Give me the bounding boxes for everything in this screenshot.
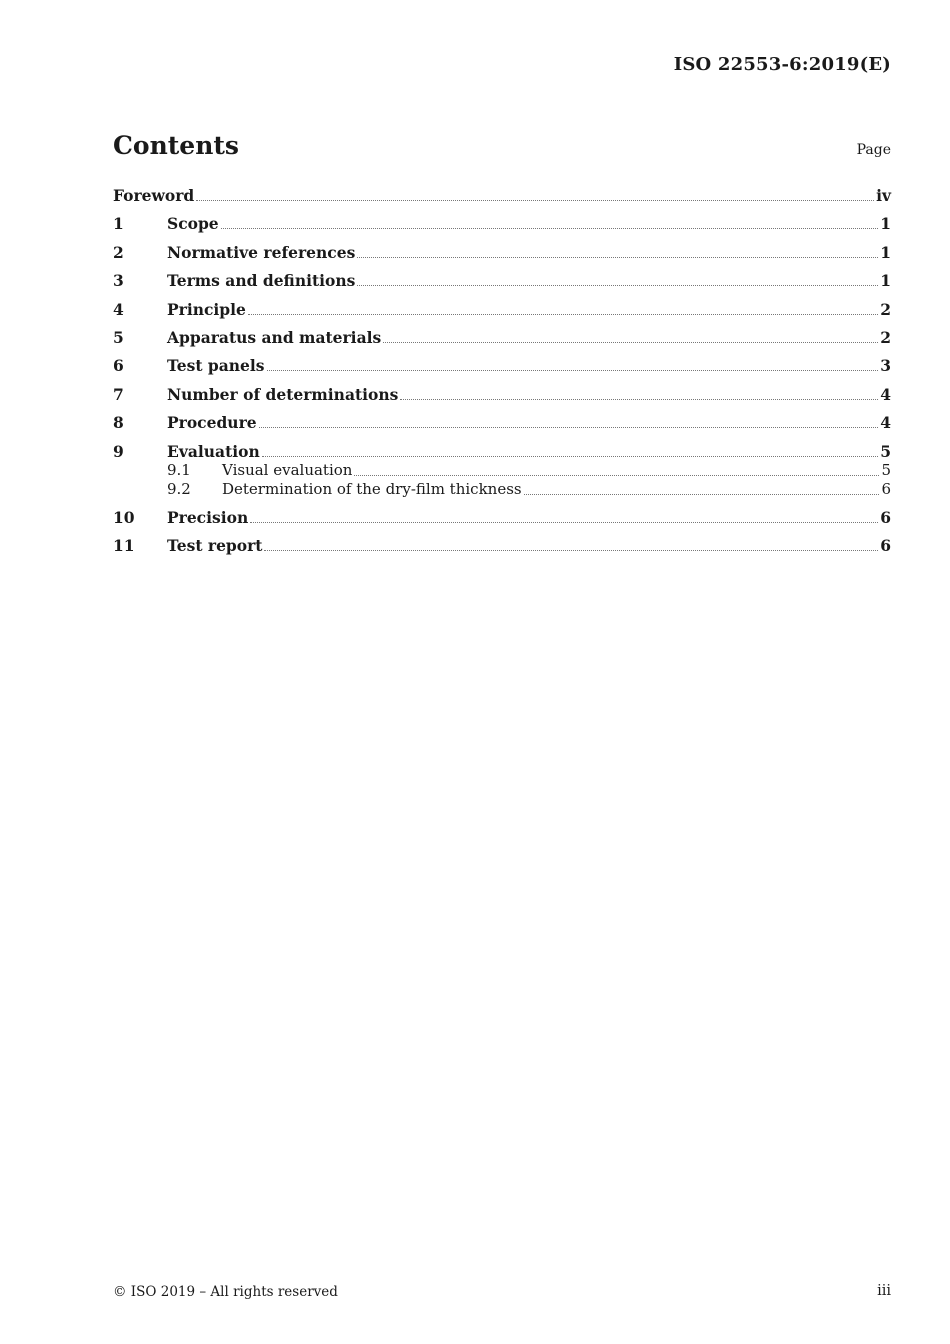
toc-entry-title: Normative references	[167, 242, 356, 262]
toc-entry-page: 6	[880, 507, 891, 527]
toc-entry-number: 11	[113, 536, 135, 556]
copyright-notice: © ISO 2019 – All rights reserved	[113, 1284, 338, 1300]
toc-entry-title: Test report	[167, 536, 263, 556]
dot-leader	[357, 284, 878, 286]
dot-leader	[524, 493, 880, 495]
table-of-contents	[113, 186, 891, 565]
toc-entry-page: 4	[880, 384, 891, 404]
toc-entry-title: Terms and definitions	[167, 271, 356, 291]
document-id: ISO 22553-6:2019(E)	[673, 54, 891, 75]
page-number: iii	[877, 1283, 891, 1299]
page-column-label: Page	[856, 142, 891, 158]
toc-entry-number: 7	[113, 384, 124, 404]
dot-leader	[262, 455, 878, 457]
dot-leader	[267, 369, 879, 371]
toc-entry-page: 2	[880, 327, 891, 347]
toc-entry-title: Scope	[167, 214, 219, 234]
dot-leader	[196, 199, 874, 201]
toc-entry-page: iv	[876, 186, 891, 205]
toc-entry-number: 1	[113, 214, 124, 234]
toc-entry-number: 9.1	[167, 460, 191, 479]
toc-entry-number: 10	[113, 507, 135, 527]
toc-entry-page: 3	[880, 356, 891, 376]
toc-entry-title: Principle	[167, 299, 246, 319]
toc-entry-title: Precision	[167, 507, 249, 527]
dot-leader	[259, 426, 879, 428]
toc-entry-2[interactable]	[113, 243, 891, 262]
toc-entry-title: Number of determinations	[167, 384, 399, 404]
toc-entry-8[interactable]	[113, 413, 891, 432]
toc-entry-title: Procedure	[167, 413, 257, 433]
toc-entry-title: Evaluation	[167, 441, 260, 461]
dot-leader	[400, 398, 878, 400]
toc-entry-6[interactable]	[113, 356, 891, 375]
contents-heading: Contents	[113, 131, 240, 160]
toc-entry-5[interactable]	[113, 328, 891, 347]
toc-entry-title: Determination of the dry-film thickness	[222, 479, 522, 498]
toc-entry-page: 1	[880, 271, 891, 291]
toc-entry-3[interactable]	[113, 271, 891, 290]
toc-entry-title: Test panels	[167, 356, 265, 376]
toc-entry-1[interactable]	[113, 214, 891, 233]
dot-leader	[248, 313, 878, 315]
toc-entry-title: Foreword	[113, 186, 195, 205]
toc-entry-title: Visual evaluation	[222, 460, 353, 479]
toc-entry-number: 9	[113, 441, 124, 461]
dot-leader	[250, 521, 878, 523]
toc-entry-7[interactable]	[113, 385, 891, 404]
toc-entry-page: 1	[880, 242, 891, 262]
dot-leader	[383, 341, 878, 343]
toc-entry-9-2[interactable]	[113, 480, 891, 499]
toc-entry-11[interactable]	[113, 536, 891, 555]
toc-entry-number: 9.2	[167, 479, 191, 498]
toc-entry-page: 1	[880, 214, 891, 234]
toc-entry-9[interactable]	[113, 442, 891, 461]
toc-entry-number: 5	[113, 327, 124, 347]
toc-entry-page: 6	[880, 536, 891, 556]
toc-entry-4[interactable]	[113, 300, 891, 319]
toc-entry-number: 8	[113, 413, 124, 433]
toc-entry-10[interactable]	[113, 508, 891, 527]
dot-leader	[354, 474, 879, 476]
toc-entry-number: 2	[113, 242, 124, 262]
toc-entry-9-1[interactable]	[113, 461, 891, 480]
toc-entry-page: 6	[881, 479, 891, 498]
dot-leader	[221, 227, 879, 229]
toc-entry-page: 5	[880, 441, 891, 461]
toc-entry-page: 5	[881, 460, 891, 479]
dot-leader	[264, 549, 878, 551]
toc-entry-page: 2	[880, 299, 891, 319]
dot-leader	[357, 256, 878, 258]
toc-entry-number: 3	[113, 271, 124, 291]
toc-entry-foreword[interactable]	[113, 186, 891, 205]
toc-entry-number: 6	[113, 356, 124, 376]
toc-entry-number: 4	[113, 299, 124, 319]
toc-entry-title: Apparatus and materials	[167, 327, 382, 347]
toc-entry-page: 4	[880, 413, 891, 433]
